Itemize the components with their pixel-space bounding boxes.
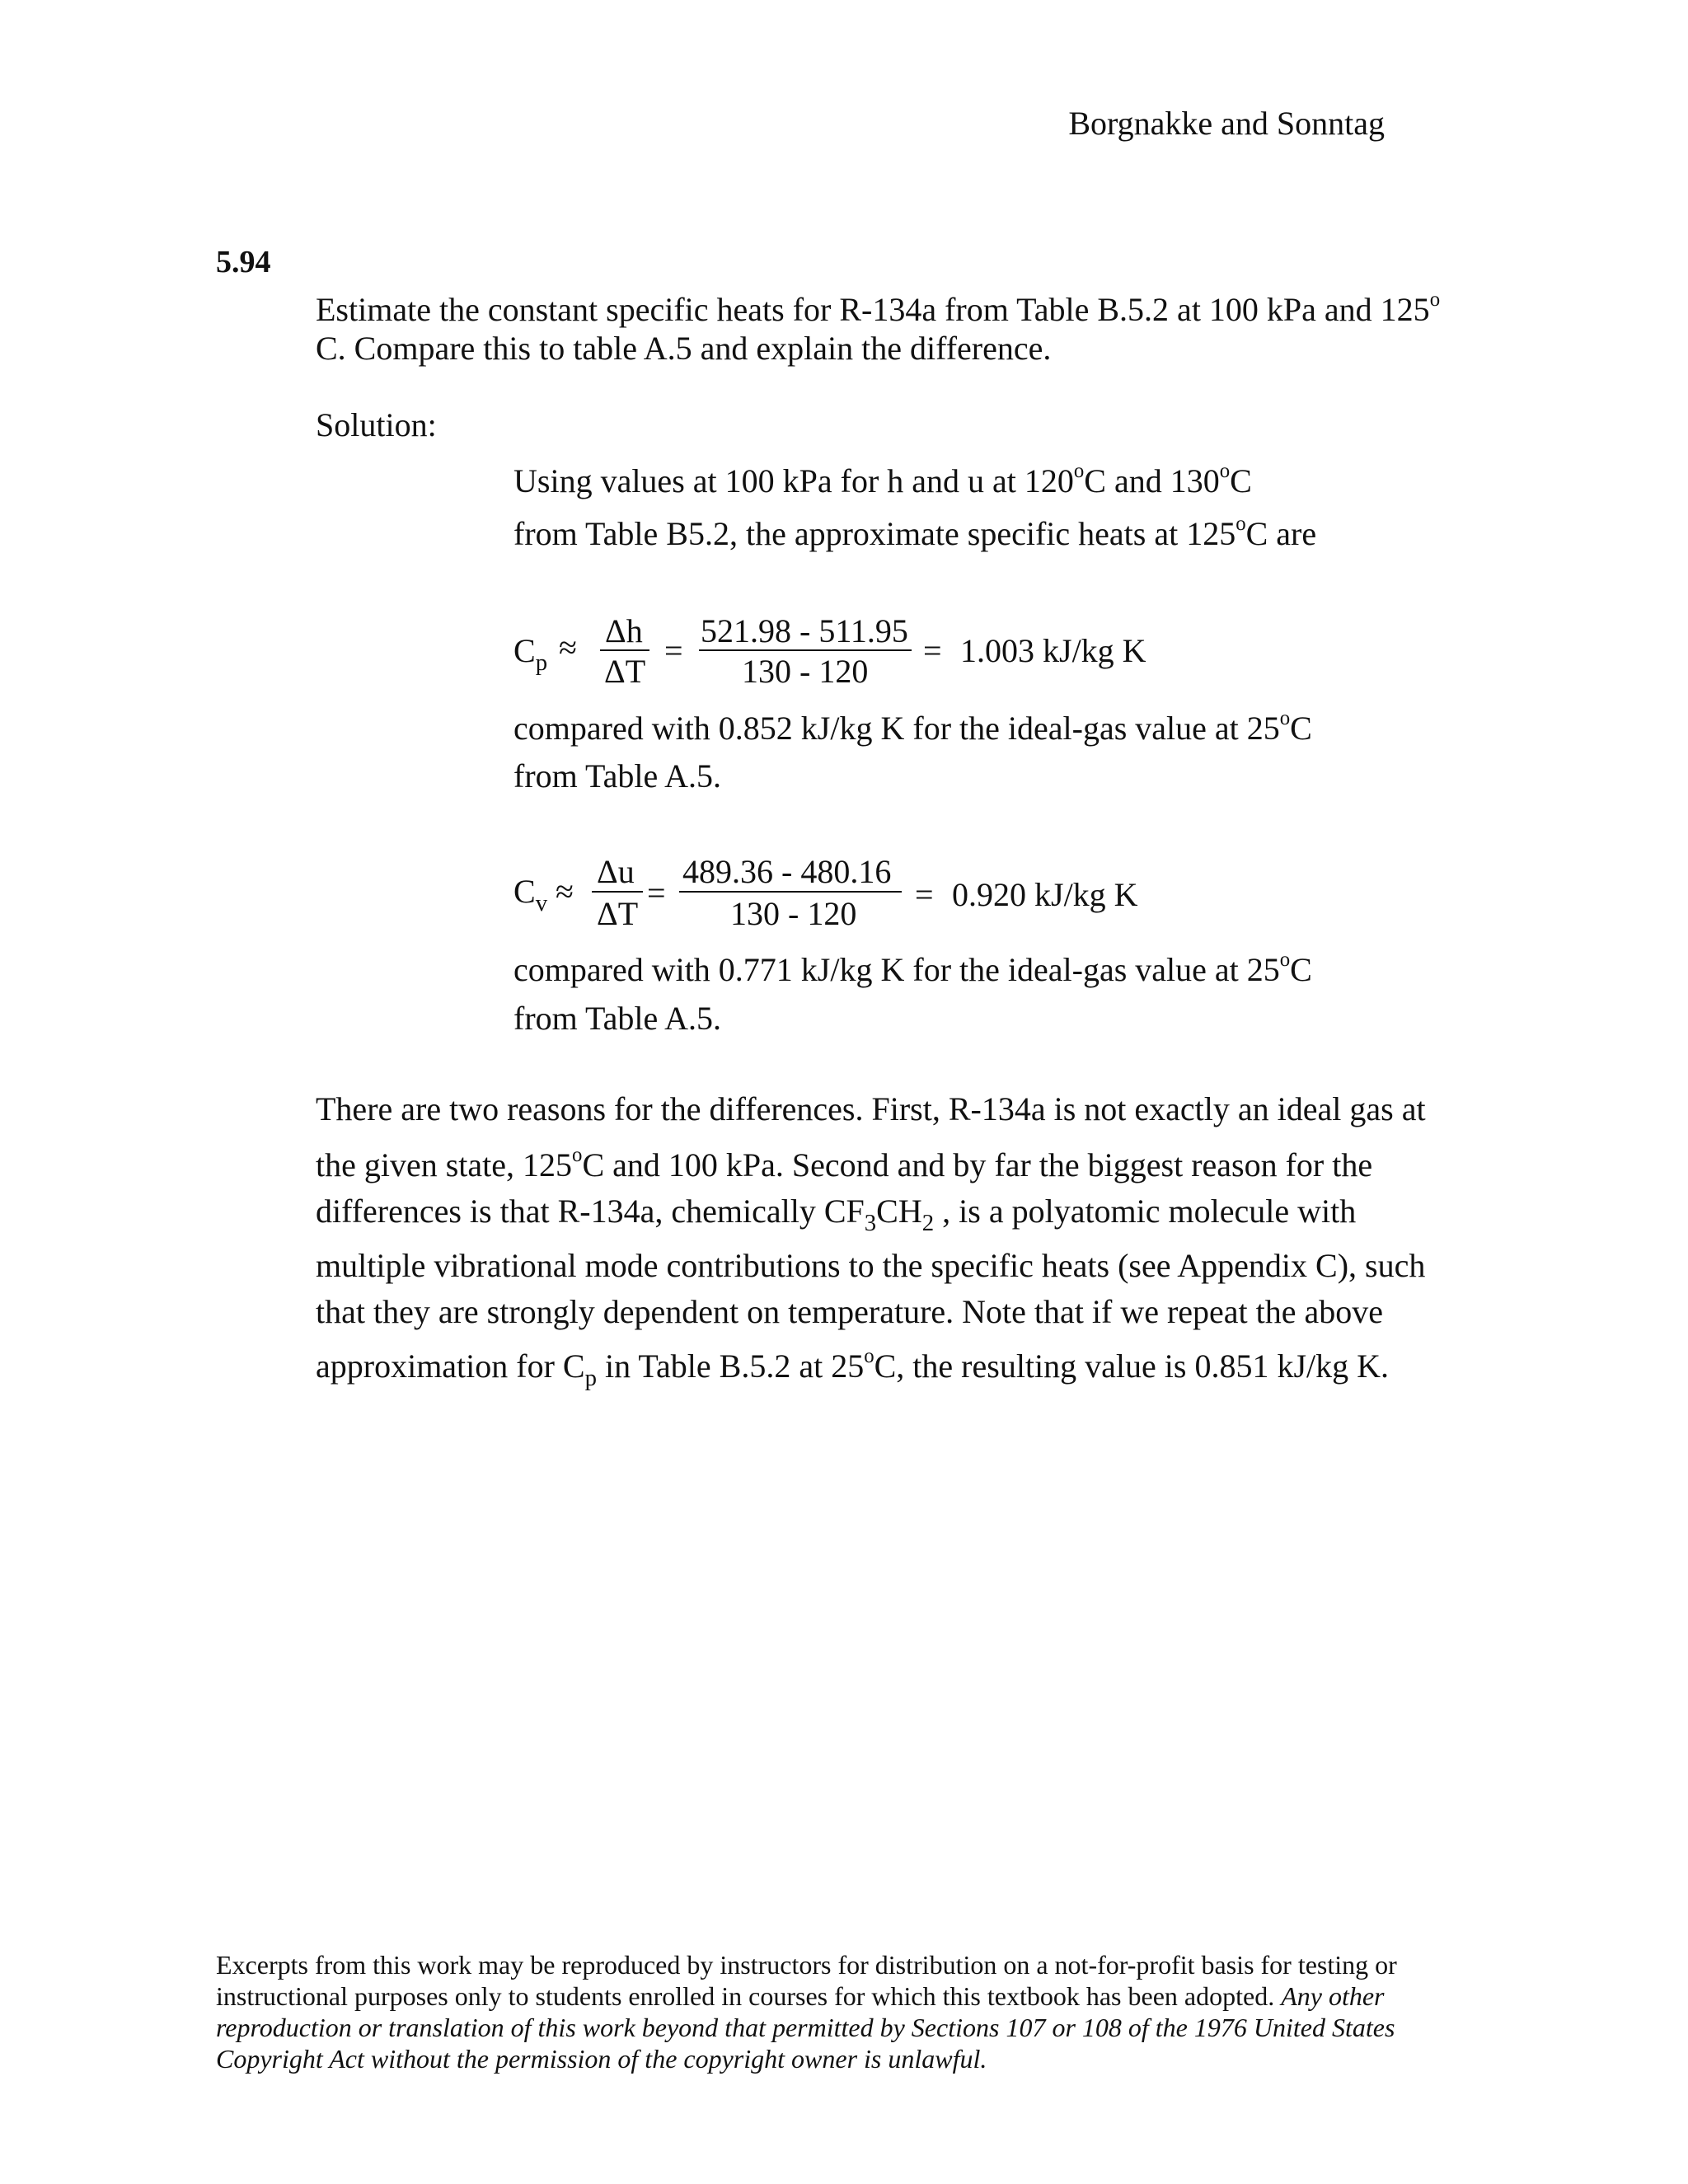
- cv-comparison-line-1: compared with 0.771 kJ/kg K for the ideal-gas value at 25$^o$C: [513, 949, 1312, 988]
- footer-line-3: reproduction or translation of this work beyond that permitted by Sections 107 or 108 of the 1976 United States: [216, 2013, 1395, 2042]
- cv-comparison-line-2: from Table A.5.: [513, 1000, 721, 1037]
- cp-denominator: ΔT: [604, 653, 646, 690]
- discussion-line-4: multiple vibrational mode contributions to the specific heats (see Appendix C), such: [316, 1247, 1426, 1284]
- cv-values-fraction-bar: [679, 891, 902, 893]
- discussion-line-6: approximation for $C_p$ in Table B.5.2 at 25$^o$C, the resulting value is 0.851 kJ/kg K.: [316, 1345, 1390, 1392]
- cp-symbol: $C_p$: [513, 632, 548, 677]
- problem-statement-line-1: Estimate the constant specific heats for R-134a from Table B.5.2 at 100 kPa and 125$^o$: [316, 288, 1441, 328]
- cv-numerator: Δu: [597, 853, 635, 890]
- cv-fraction-bar: [592, 891, 643, 893]
- discussion-line-2: the given state, 125$^o$C and 100 kPa. Second and by far the biggest reason for the: [316, 1144, 1373, 1183]
- cp-comparison-line-1: compared with 0.852 kJ/kg K for the ideal-gas value at 25$^o$C: [513, 707, 1312, 747]
- cp-fraction-bar: [600, 649, 649, 651]
- cv-symbol: $C_v$: [513, 873, 548, 917]
- footer-line-2: instructional purposes only to students enrolled in courses for which this textbook has been adopted. Any other: [216, 1981, 1385, 2011]
- solution-intro-line-1: Using values at 100 kPa for h and u at 120$^o$C and 130$^o$C: [513, 460, 1252, 499]
- cp-numerator-values: 521.98 - 511.95: [701, 612, 908, 649]
- cv-denominator: ΔT: [597, 895, 639, 932]
- cv-equals-2: =: [915, 876, 934, 913]
- cp-equals-2: =: [923, 632, 942, 669]
- cp-equals-1: =: [664, 632, 683, 669]
- cp-values-fraction-bar: [699, 649, 912, 651]
- cp-comparison-line-2: from Table A.5.: [513, 757, 721, 794]
- discussion-line-3: differences is that R-134a, chemically $CF_3CH_2$ , is a polyatomic molecule with: [316, 1193, 1357, 1237]
- cp-result: 1.003 kJ/kg K: [960, 632, 1146, 669]
- solution-intro-line-2: from Table B5.2, the approximate specific heats at 125$^o$C are: [513, 513, 1317, 552]
- problem-number: 5.94: [216, 245, 271, 279]
- cv-approx-sign: ≈: [556, 873, 574, 910]
- cp-numerator: Δh: [605, 612, 643, 649]
- cv-numerator-values: 489.36 - 480.16: [682, 853, 892, 890]
- cp-denominator-values: 130 - 120: [742, 653, 869, 690]
- discussion-line-5: that they are strongly dependent on temperature. Note that if we repeat the above: [316, 1293, 1384, 1330]
- cv-result: 0.920 kJ/kg K: [952, 876, 1138, 913]
- page-header: Borgnakke and Sonntag: [1068, 105, 1385, 142]
- cv-denominator-values: 130 - 120: [730, 895, 857, 932]
- problem-statement-line-2: C. Compare this to table A.5 and explain the difference.: [316, 330, 1052, 367]
- footer-line-1: Excerpts from this work may be reproduced by instructors for distribution on a not-for-profit basis for testing or: [216, 1950, 1397, 1980]
- footer-line-4: Copyright Act without the permission of the copyright owner is unlawful.: [216, 2044, 987, 2074]
- cv-equals-1: =: [647, 874, 666, 912]
- discussion-line-1: There are two reasons for the differences. First, R-134a is not exactly an ideal gas at: [316, 1090, 1426, 1127]
- cp-approx-sign: ≈: [559, 629, 577, 666]
- solution-label: Solution:: [316, 406, 437, 443]
